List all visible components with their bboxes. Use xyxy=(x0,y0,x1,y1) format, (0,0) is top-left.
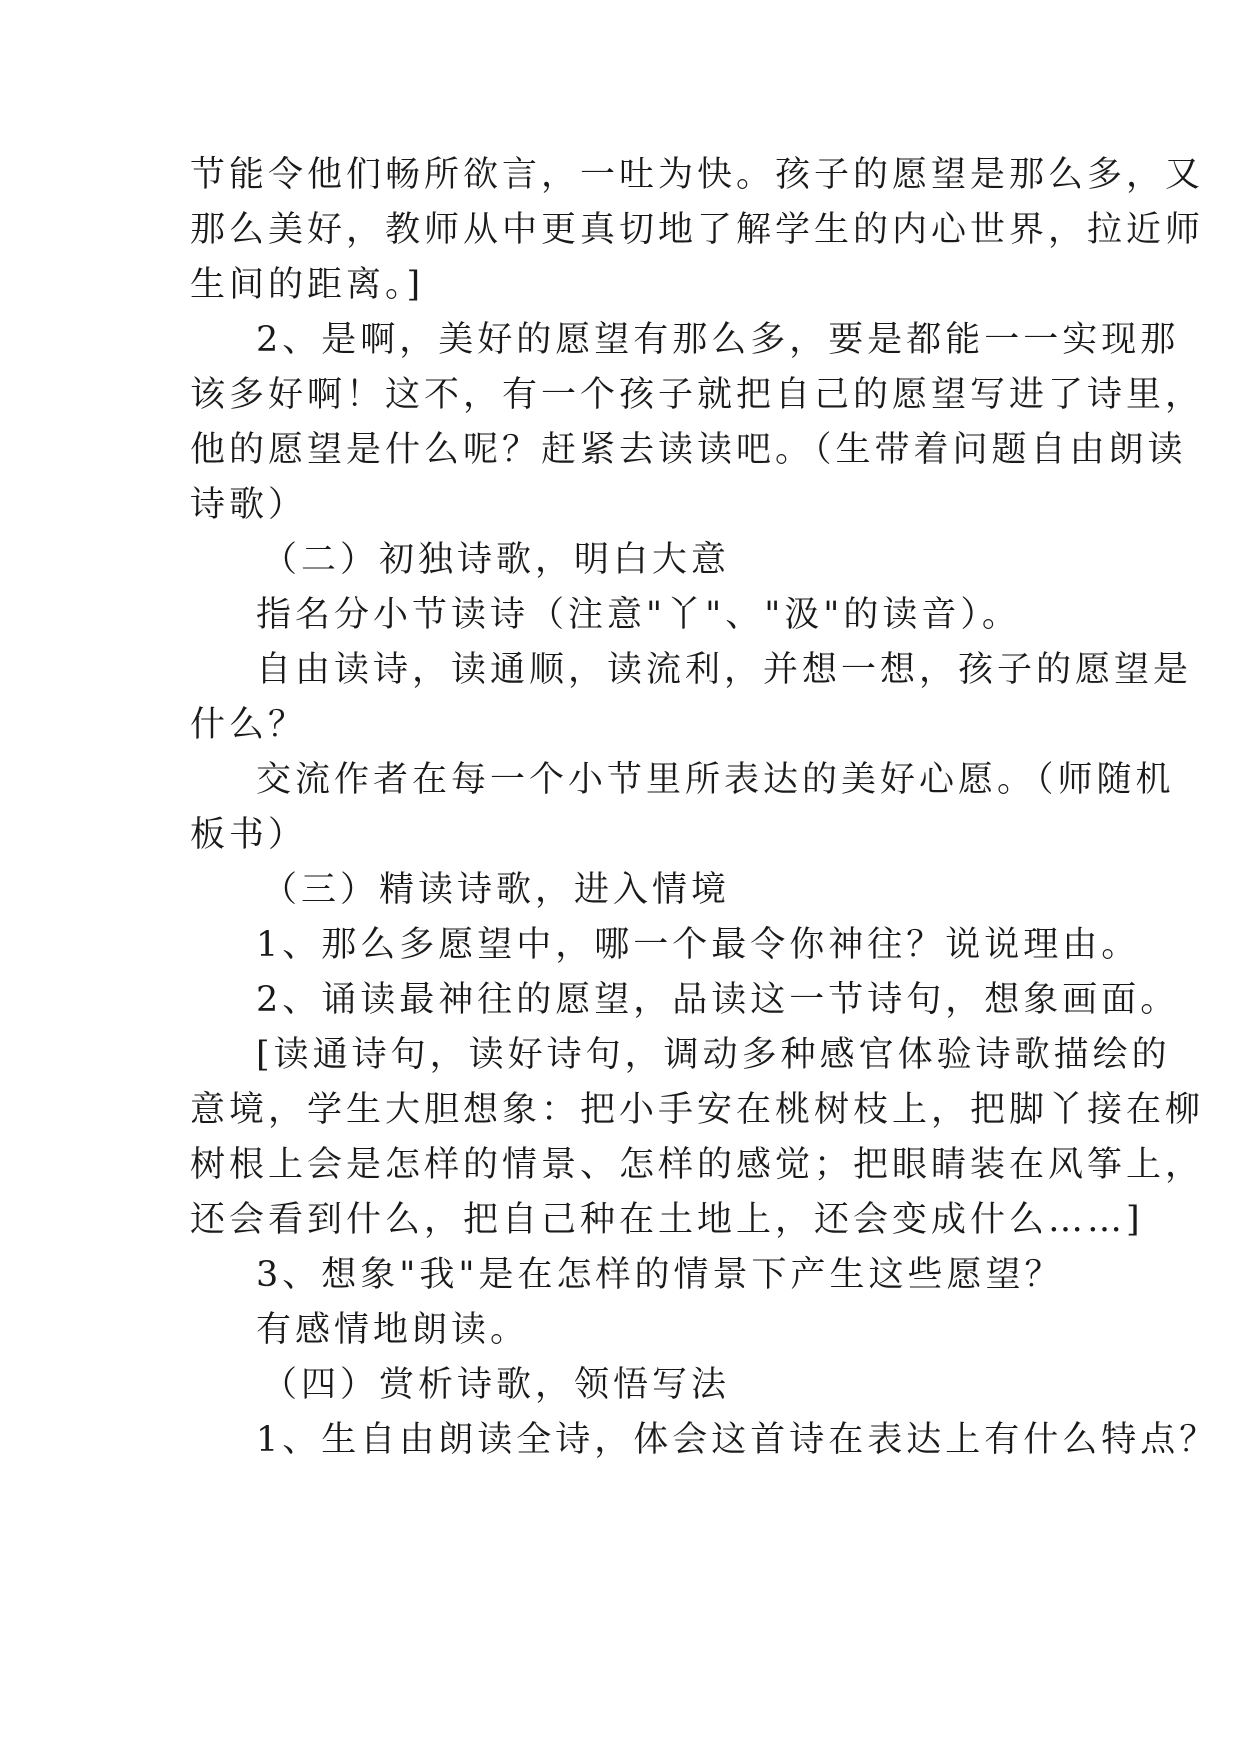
paragraph-line: 板书） xyxy=(190,815,308,855)
paragraph-line: 指名分小节读诗（注意"丫"、"汲"的读音）。 xyxy=(256,595,1021,635)
paragraph-line: 该多好啊！这不，有一个孩子就把自己的愿望写进了诗里， xyxy=(190,375,1205,415)
paragraph-line: 2、是啊，美好的愿望有那么多，要是都能一一实现那 xyxy=(256,320,1180,360)
paragraph-line: 还会看到什么，把自己种在土地上，还会变成什么……] xyxy=(190,1200,1144,1240)
paragraph-line: 诗歌） xyxy=(190,485,308,525)
section-heading: （二）初独诗歌，明白大意 xyxy=(262,540,731,580)
paragraph-line: 意境，学生大胆想象：把小手安在桃树枝上，把脚丫接在柳 xyxy=(190,1090,1205,1130)
paragraph-line: 他的愿望是什么呢？赶紧去读读吧。（生带着问题自由朗读 xyxy=(190,430,1187,470)
paragraph-line: 节能令他们畅所欲言，一吐为快。孩子的愿望是那么多，又 xyxy=(190,155,1205,195)
paragraph-line: 1、那么多愿望中，哪一个最令你神往？说说理由。 xyxy=(256,925,1141,965)
paragraph-line: [读通诗句，读好诗句，调动多种感官体验诗歌描绘的 xyxy=(256,1035,1171,1075)
paragraph-line: 生间的距离。] xyxy=(190,265,425,305)
paragraph-line: 3、想象"我"是在怎样的情景下产生这些愿望？ xyxy=(256,1255,1064,1295)
paragraph-line: 自由读诗，读通顺，读流利，并想一想，孩子的愿望是 xyxy=(256,650,1193,690)
paragraph-line: 那么美好，教师从中更真切地了解学生的内心世界，拉近师 xyxy=(190,210,1205,250)
paragraph-line: 2、诵读最神往的愿望，品读这一节诗句，想象画面。 xyxy=(256,980,1180,1020)
paragraph-line: 1、生自由朗读全诗，体会这首诗在表达上有什么特点？ xyxy=(256,1420,1219,1460)
paragraph-line: 交流作者在每一个小节里所表达的美好心愿。（师随机 xyxy=(256,760,1175,800)
paragraph-line: 有感情地朗读。 xyxy=(256,1310,530,1350)
paragraph-line: 树根上会是怎样的情景、怎样的感觉；把眼睛装在风筝上， xyxy=(190,1145,1205,1185)
section-heading: （三）精读诗歌，进入情境 xyxy=(262,870,731,910)
paragraph-line: 什么？ xyxy=(190,705,308,745)
section-heading: （四）赏析诗歌，领悟写法 xyxy=(262,1365,731,1405)
